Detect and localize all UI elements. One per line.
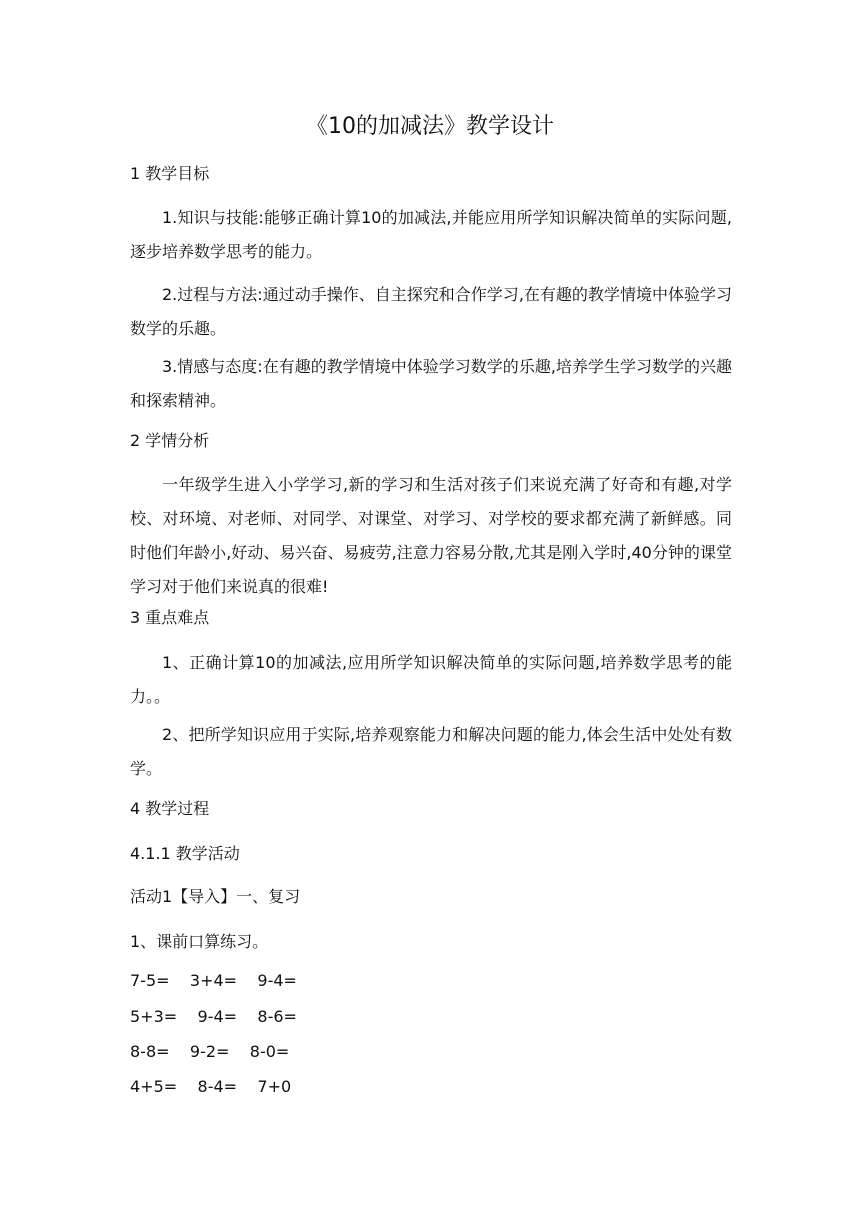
practice-title: 1、课前口算练习。 [130,932,269,951]
practice-line-4: 4+5= 8-4= 7+0 [130,1077,292,1096]
subsection-heading-activities: 4.1.1 教学活动 [130,844,240,863]
practice-line-2: 5+3= 9-4= 8-6= [130,1007,297,1026]
activity-heading: 活动1【导入】一、复习 [130,887,301,906]
section-heading-teaching-goals: 1 教学目标 [130,164,210,183]
goal-paragraph-1: 1.知识与技能:能够正确计算10的加减法,并能应用所学知识解决简单的实际问题,逐步培养数学思考的能力。 [130,208,732,261]
goal-paragraph-2: 2.过程与方法:通过动手操作、自主探究和合作学习,在有趣的教学情境中体验学习数学的乐趣。 [130,285,732,338]
section-heading-key-points: 3 重点难点 [130,608,210,627]
document-title: 《10的加减法》教学设计 [306,114,554,139]
practice-line-1: 7-5= 3+4= 9-4= [130,971,297,990]
key-point-paragraph-1: 1、正确计算10的加减法,应用所学知识解决简单的实际问题,培养数学思考的能力。。 [130,653,732,706]
key-point-paragraph-2: 2、把所学知识应用于实际,培养观察能力和解决问题的能力,体会生活中处处有数学。 [130,725,732,778]
section-heading-student-analysis: 2 学情分析 [130,431,210,450]
analysis-paragraph: 一年级学生进入小学学习,新的学习和生活对孩子们来说充满了好奇和有趣,对学校、对环境、对老师、对同学、对课堂、对学习、对学校的要求都充满了新鲜感。同时他们年龄小,好动、易兴奋、易疲劳,注意力容易分散,尤其是刚入学时,40分钟的课堂学习对于他们来说真的很难! [130,475,732,596]
section-heading-teaching-process: 4 教学过程 [130,799,210,818]
practice-line-3: 8-8= 9-2= 8-0= [130,1042,290,1061]
goal-paragraph-3: 3.情感与态度:在有趣的教学情境中体验学习数学的乐趣,培养学生学习数学的兴趣和探索精神。 [130,357,732,410]
